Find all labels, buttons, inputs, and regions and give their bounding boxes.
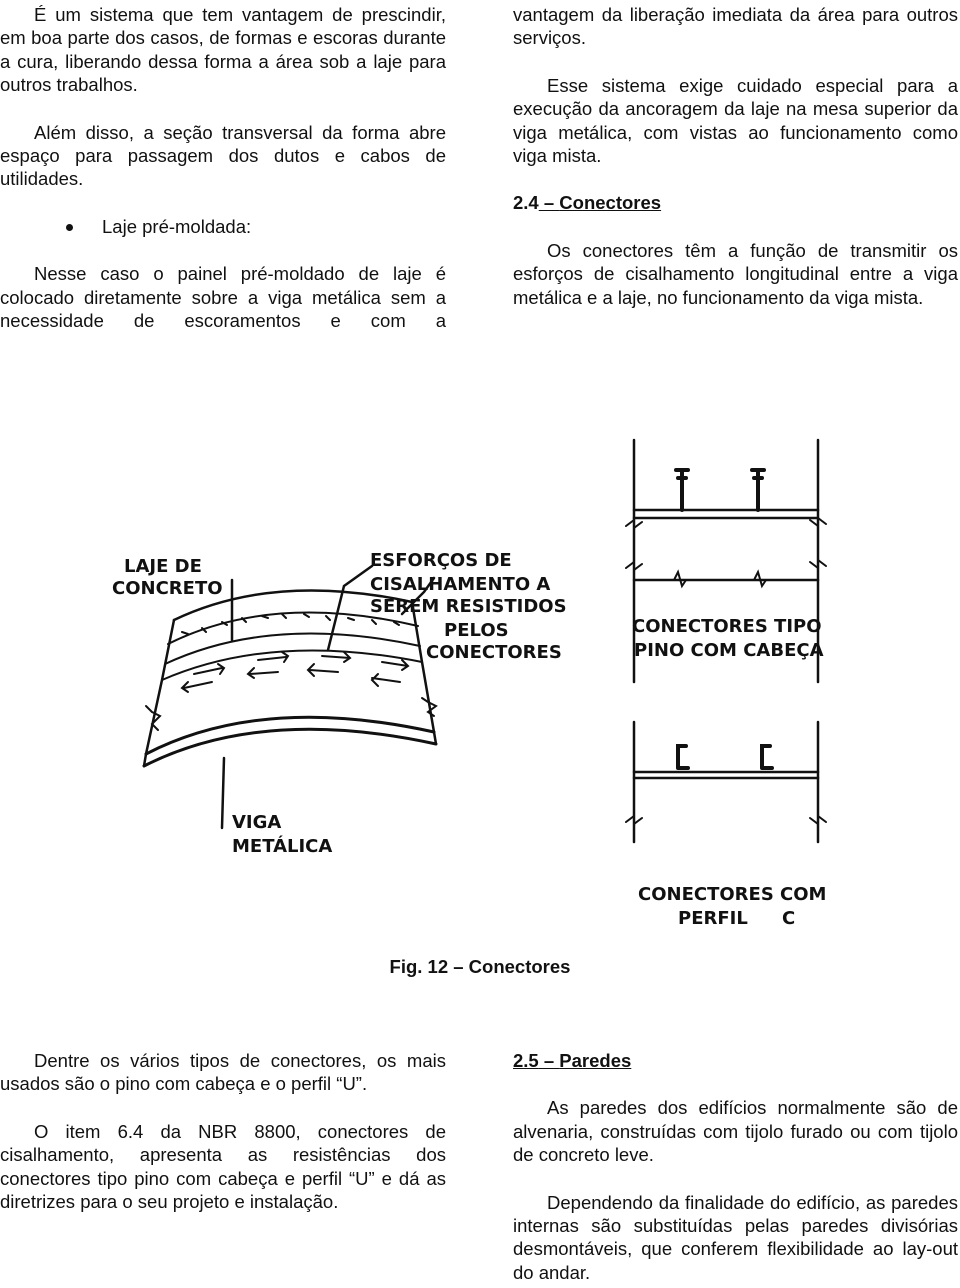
connectors-figure [82,382,876,954]
paragraph: Dependendo da finalidade do edifício, as paredes internas são substituídas pelas paredes divisórias desmontáveis, que conferem flexibilidade ao lay-out do andar. [513,1191,958,1283]
heading-title: 2.5 – Paredes [513,1050,632,1071]
label-laje-line2: CONCRETO [112,578,223,599]
bullet-dot-icon [66,224,73,231]
label-esforcos-line5: CONECTORES [426,642,562,663]
bullet-item [0,215,446,238]
label-viga-line2: METÁLICA [232,836,333,857]
label-esforcos-line4: PELOS [444,620,509,641]
figure-caption: Fig. 12 – Conectores [389,956,571,977]
paragraph: Dentre os vários tipos de conectores, os mais usados são o pino com cabeça e o perfil “U”. [0,1050,446,1095]
label-viga-line1: VIGA [232,812,282,833]
right-column-top [513,3,958,309]
heading-number: 2.4 [513,192,539,214]
bullet-label: Laje pré-moldada: [102,215,252,237]
label-perfil-line3: C [782,908,796,929]
left-column-top [0,3,446,332]
paragraph: Os conectores têm a função de transmitir os esforços de cisalhamento longitudinal entre a viga metálica e a laje, no funcionamento da viga mista. [513,239,958,308]
label-perfil-line2: PERFIL [678,908,748,929]
label-perfil-line1: CONECTORES COM [638,884,827,905]
left-column-bottom [0,1049,446,1213]
label-esforcos-line2: CISALHAMENTO A [370,574,551,595]
section-heading [513,1049,958,1072]
paragraph: O item 6.4 da NBR 8800, conectores de cisalhamento, apresenta as resistências dos conectores tipo pino com cabeça e perfil “U” e dá as diretrizes para o seu projeto e instalação. [0,1120,446,1213]
right-column-bottom [513,1049,958,1284]
paragraph: Além disso, a seção transversal da forma abre espaço para passagem dos dutos e cabos de utilidades. [0,121,446,190]
label-esforcos-line1: ESFORÇOS DE [370,550,512,571]
paragraph: Esse sistema exige cuidado especial para a execução da ancoragem da laje na mesa superior da viga metálica, com vistas ao funcionamento como viga mista. [513,74,958,167]
paragraph: vantagem da liberação imediata da área para outros serviços. [513,4,958,49]
connectors-drawing [82,382,876,954]
label-laje-line1: LAJE DE [124,556,202,577]
label-pino-line2: PINO COM CABEÇA [634,640,824,661]
paragraph: As paredes dos edifícios normalmente são de alvenaria, construídas com tijolo furado ou com tijolo de concreto leve. [513,1097,958,1166]
paragraph: Nesse caso o painel pré-moldado de laje é colocado diretamente sobre a viga metálica sem a necessidade de escoramentos e com a [0,263,446,332]
paragraph: É um sistema que tem vantagem de prescindir, em boa parte dos casos, de formas e escoras durante a cura, liberando dessa forma a área sob a laje para outros trabalhos. [0,4,446,96]
heading-title: – Conectores [538,192,662,214]
label-pino-line1: CONECTORES TIPO [632,616,822,637]
section-heading [513,191,958,214]
label-esforcos-line3: SEREM RESISTIDOS [370,596,567,617]
